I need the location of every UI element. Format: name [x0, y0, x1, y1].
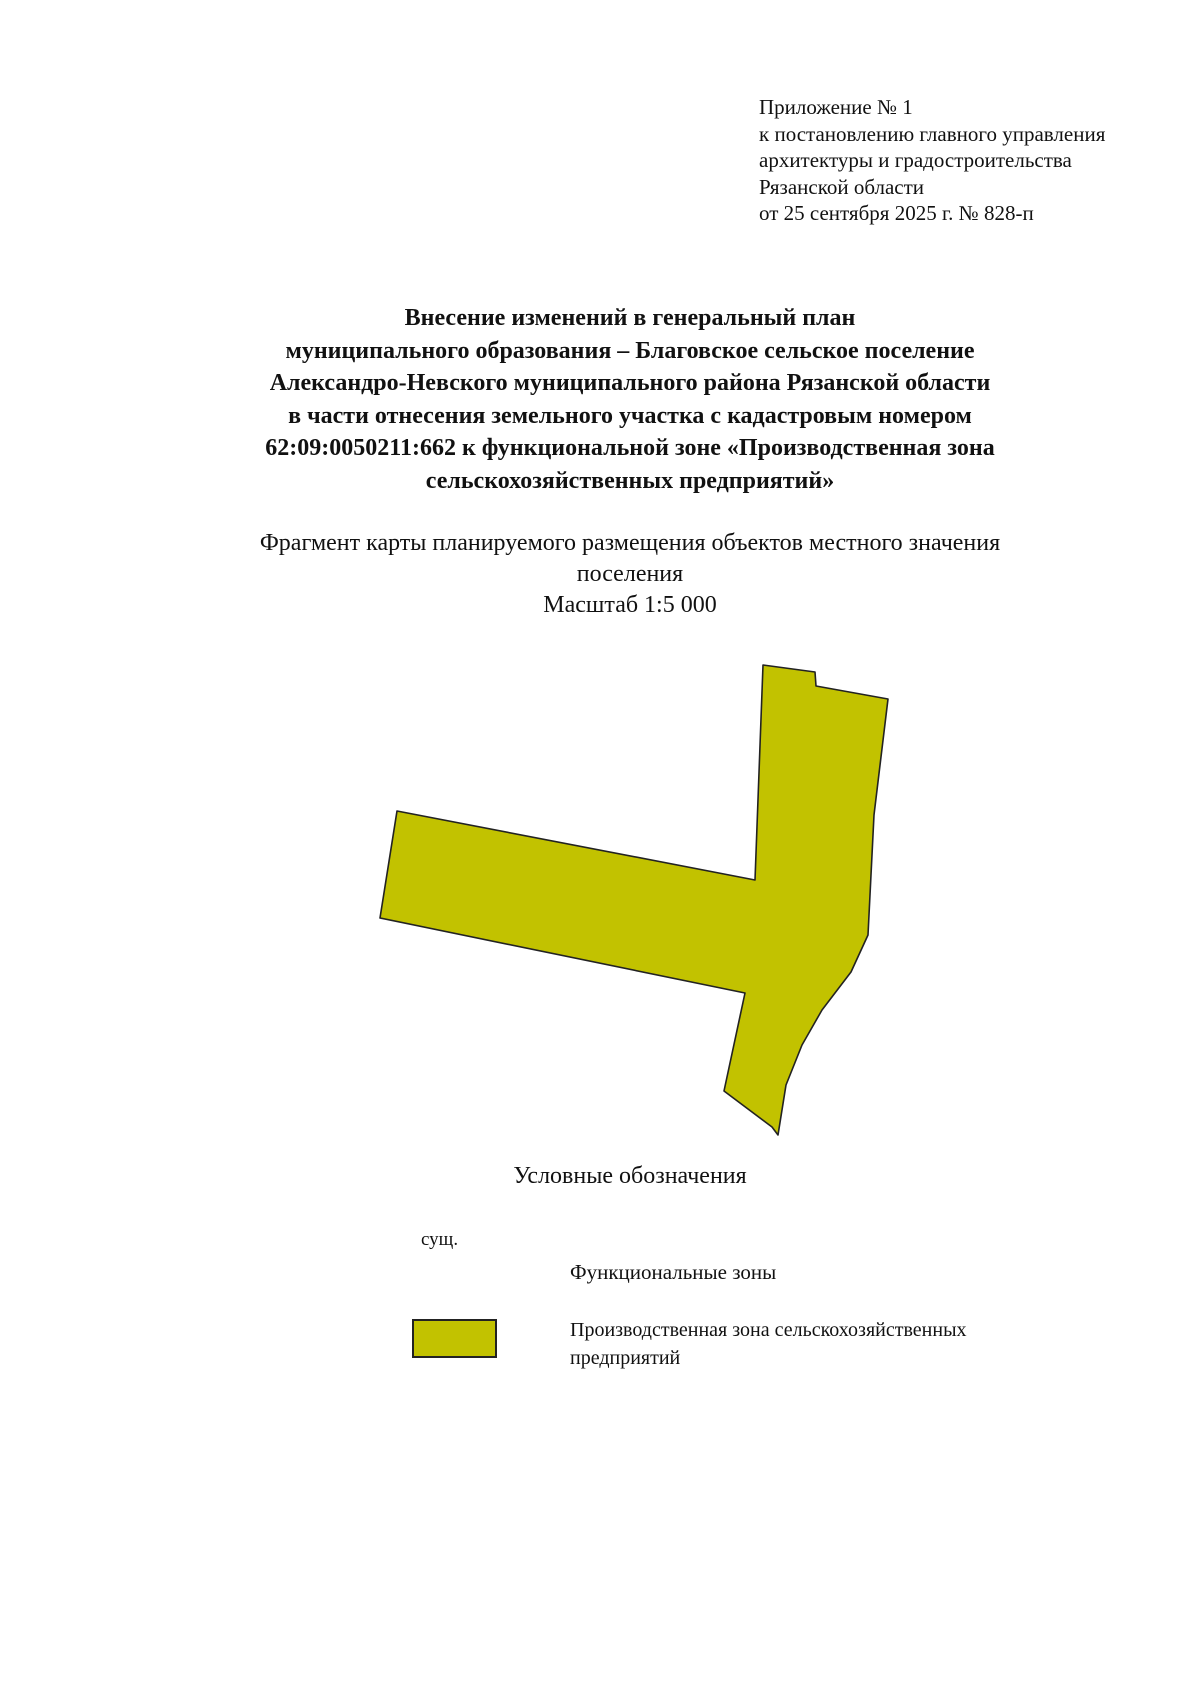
legend-title: Условные обозначения [513, 1163, 747, 1189]
production-zone-parcel [380, 665, 888, 1135]
title-line: Внесение изменений в генеральный план [404, 305, 856, 331]
legend-label-line: предприятий [570, 1347, 681, 1369]
appendix-line: Рязанской области [759, 174, 925, 199]
legend-subheading: Функциональные зоны [570, 1260, 777, 1284]
legend-item-label [570, 1316, 967, 1372]
map-caption-line: Фрагмент карты планируемого размещения объектов местного значения [259, 530, 1001, 556]
legend-note: сущ. [421, 1229, 459, 1250]
legend-label-line: Производственная зона сельскохозяйственных [570, 1319, 967, 1341]
title-line: сельскохозяйственных предприятий» [425, 467, 835, 494]
appendix-line: Приложение № 1 [759, 95, 913, 119]
appendix-line: от 25 сентября 2025 г. № 828-п [759, 201, 1034, 225]
map-scale: Масштаб 1:5 000 [543, 592, 717, 618]
legend-swatch [412, 1319, 497, 1358]
appendix-line: к постановлению главного управления [759, 121, 1106, 146]
title-line: Александро-Невского муниципального района Рязанской области [269, 370, 991, 396]
title-line: в части отнесения земельного участка с кадастровым номером [288, 402, 972, 429]
map-caption-line: поселения [576, 561, 684, 587]
title-line: муниципального образования – Благовское сельское поселение [285, 337, 975, 364]
appendix-line: архитектуры и градостроительства [759, 148, 1072, 172]
title-line: 62:09:0050211:662 к функциональной зоне «Производственная зона [265, 435, 995, 461]
